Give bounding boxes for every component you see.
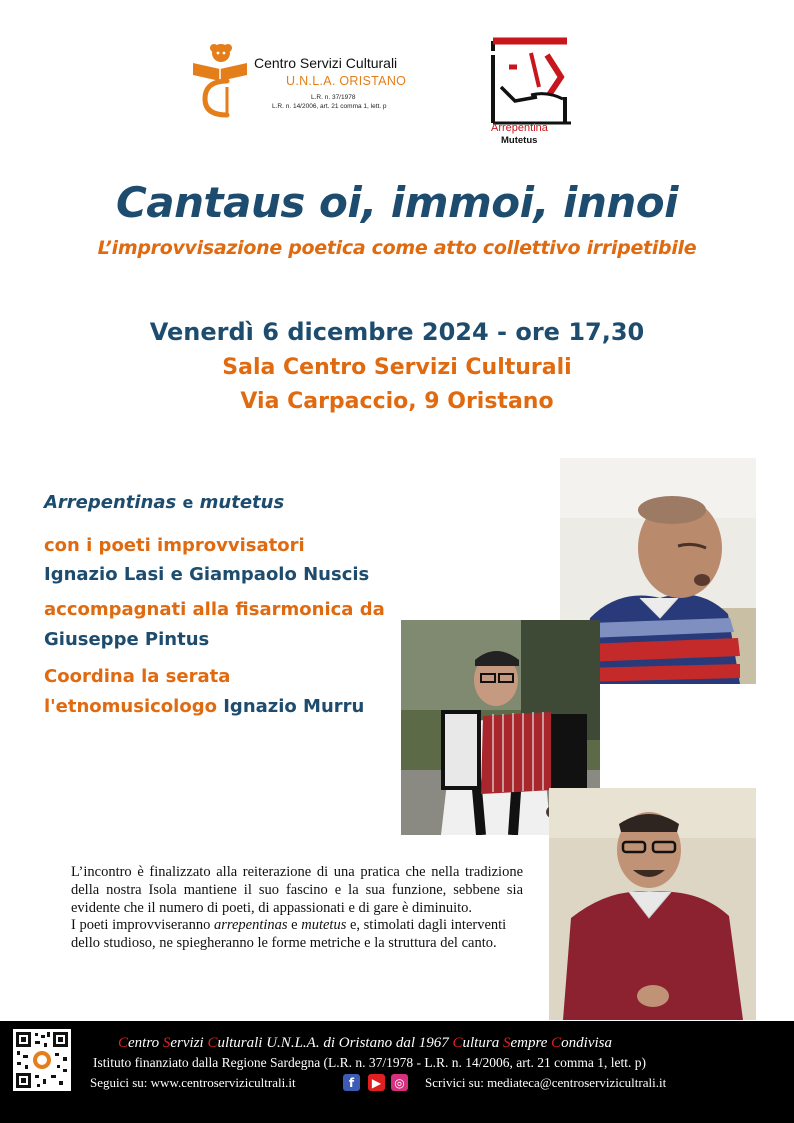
instagram-icon[interactable]: ◎ — [391, 1074, 408, 1091]
footer-funding: Istituto finanziato dalla Regione Sardegna (L.R. n. 37/1978 - L.R. n. 14/2006, art. 21 comma 1, lett. p) — [93, 1055, 647, 1070]
partner-name-line1: Arrepentina — [491, 122, 548, 134]
partner-name-line2: Mutetus — [501, 135, 538, 146]
footer — [0, 1021, 794, 1123]
footer-follow-link[interactable]: Seguici su: www.centroservizicultrali.it — [90, 1075, 296, 1090]
tagline-segment: C — [207, 1035, 218, 1051]
org-name: Centro Servizi Culturali — [254, 55, 398, 71]
photo-ethnomusicologist — [549, 788, 756, 1020]
event-description — [71, 864, 523, 953]
event-title: Cantaus oi, immoi, innoi — [115, 178, 679, 227]
description-paragraph-1: L’incontro è finalizzato alla reiterazione di una pratica che nella tradizione della nostra Isola mantiene il suo fascino e la sua funzione, sebbene sia evidente che il numero di poeti, di appassionati e di gare è diminuito. — [71, 864, 523, 916]
org-subtitle: U.N.L.A. ORISTANO — [286, 74, 407, 88]
description-paragraph-2 — [71, 917, 523, 953]
event-date: Venerdì 6 dicembre 2024 - ore 17,30 — [149, 318, 645, 346]
program-genres — [44, 492, 284, 513]
tagline-segment: C — [551, 1035, 562, 1051]
description-term-arrepentinas: arrepentinas — [213, 917, 288, 934]
event-address: Via Carpaccio, 9 Oristano — [240, 389, 554, 414]
tagline-segment: S — [502, 1035, 511, 1051]
tagline-segment: ervizi — [170, 1035, 208, 1051]
tagline-segment: entro — [128, 1035, 163, 1051]
poets-names: Ignazio Lasi e Giampaolo Nuscis — [44, 564, 370, 585]
tagline-segment: ondivisa — [561, 1035, 612, 1051]
description-term-mutetus: mutetus — [301, 917, 347, 934]
coordinator-intro: Coordina la serata — [44, 666, 231, 687]
footer-contact-link[interactable]: Scrivici su: mediateca@centroservizicultrali.it — [425, 1075, 667, 1090]
tagline-segment: ultura — [462, 1035, 503, 1051]
qr-code-icon[interactable] — [13, 1029, 71, 1091]
tagline-segment: ulturali U.N.L.A. di Oristano dal 1967 — [217, 1035, 453, 1051]
poets-intro: con i poeti improvvisatori — [44, 535, 305, 556]
tagline-segment: C — [118, 1035, 129, 1051]
facebook-icon[interactable]: f — [343, 1074, 360, 1091]
arrepentina-mutetus-emblem-icon — [487, 37, 579, 125]
tagline-segment: C — [452, 1035, 463, 1051]
org-logo — [187, 41, 427, 119]
genre-connector: e — [182, 493, 194, 512]
tagline-segment: S — [162, 1035, 171, 1051]
org-law-line1: L.R. n. 37/1978 — [311, 94, 356, 101]
coordinator-line — [44, 696, 364, 717]
youtube-icon[interactable]: ▶ — [368, 1074, 385, 1091]
description-p2-start: I poeti improvviseranno — [71, 917, 211, 934]
genre-arrepentinas: Arrepentinas — [44, 492, 177, 513]
genre-mutetus: mutetus — [199, 492, 285, 513]
description-p2-end: e, stimolati dagli interventi dello studioso, ne spiegheranno le forme metriche e la struttura del canto. — [71, 917, 507, 952]
description-connector: e — [291, 917, 298, 934]
accordionist-name: Giuseppe Pintus — [44, 629, 210, 650]
coordinator-name: Ignazio Murru — [223, 696, 365, 717]
footer-tagline — [118, 1035, 612, 1052]
accompaniment-intro: accompagnati alla fisarmonica da — [44, 599, 385, 620]
coordinator-role: l'etnomusicologo — [44, 696, 217, 717]
book-reader-icon — [187, 41, 253, 119]
event-venue: Sala Centro Servizi Culturali — [222, 355, 572, 380]
partner-logo — [487, 37, 579, 147]
tagline-segment: empre — [510, 1035, 552, 1051]
org-law-line2: L.R. n. 14/2006, art. 21 comma 1, lett. p — [272, 103, 387, 110]
event-subtitle: L’improvvisazione poetica come atto collettivo irripetibile — [97, 237, 697, 259]
